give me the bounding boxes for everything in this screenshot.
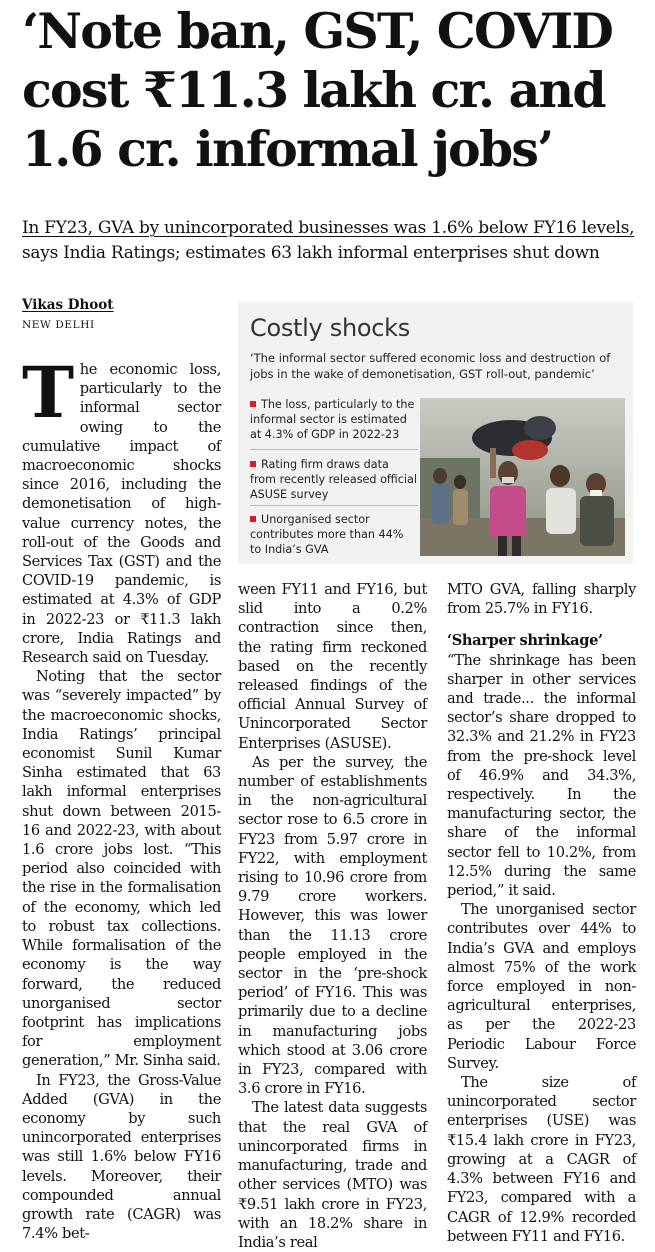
- standfirst-line-1: In FY23, GVA by unincorporated businesses was 1.6% below FY16 levels,: [22, 218, 635, 238]
- headline-line-1: ‘Note ban, GST, COVID: [22, 2, 613, 60]
- bullet-square-icon: [250, 461, 256, 467]
- sidebar-bullet: The loss, particularly to the informal sector is estimated at 4.3% of GDP in 2022-23: [250, 398, 415, 441]
- paragraph: ween FY11 and FY16, but slid into a 0.2% contraction since then, the rating firm reckoned based on the recently released findings of the official Annual Survey of Unincorporated Sector Enterprises (ASUSE).: [238, 581, 427, 752]
- paragraph: Noting that the sector was “severely impacted” by the macroeconomic shocks, India Ratings’ principal economist Sunil Kumar Sinha estimated that 63 lakh informal enterprises shut down between 2015-16 and 2022-23, with about 1.6 crore jobs lost. “This period also coincided with the rise in the formalisation of the economy, which led to robust tax collections. While formalisation of the economy is the way forward, the reduced unorganised sector footprint has implications for employment generation,” Mr. Sinha said.: [22, 668, 221, 1070]
- byline: Vikas Dhoot: [22, 297, 114, 313]
- subheading: ‘Sharper shrinkage’: [447, 632, 603, 650]
- article-column-2: [238, 580, 427, 1252]
- sidebar-bullet: Rating firm draws data from recently released official ASUSE survey: [250, 458, 417, 501]
- headline-line-2: cost ₹11.3 lakh cr. and: [22, 61, 605, 119]
- paragraph: “The shrinkage has been sharper in other services and trade... the informal sector’s share dropped to 32.3% and 21.2% in FY23 from the pre-shock level of 46.9% and 34.3%, respectively. In the manufacturing sector, the share of the informal sector fell to 10.2%, from 12.5% during the same period,” it said.: [447, 651, 636, 900]
- migrant-workers-photo: [420, 398, 625, 556]
- paragraph: The economic loss, particularly to the informal sector owing to the cumulative impact of macroeconomic shocks since 2016, including the demonetisation of high-value currency notes, the roll-out of the Goods and Services Tax (GST) and the COVID-19 pandemic, is estimated at 4.3% of GDP in 2022-23 or ₹11.3 lakh crore, India Ratings and Research said on Tuesday.: [22, 351, 221, 667]
- paragraph: The latest data suggests that the real GVA of unincorporated firms in manufacturing, trade and other services (MTO) was ₹9.51 lakh crore in FY23, with an 18.2% share in India’s real: [238, 1099, 427, 1251]
- sidebar-box: [238, 302, 633, 564]
- headline-line-3: 1.6 cr. informal jobs’: [22, 120, 553, 178]
- paragraph: As per the survey, the number of establishments in the non-agricultural sector rose to 6.5 crore in FY23 from 5.97 crore in FY22, with employment rising to 10.96 crore from 9.79 crore workers. However, this was lower than the 11.13 crore people employed in the sector in the ‘pre-shock period’ of FY16. This was primarily due to a decline in manufacturing jobs which stood at 3.06 crore in FY23, compared with 3.6 crore in FY16.: [238, 753, 427, 1098]
- article-column-1: [22, 351, 221, 1243]
- sidebar-subtitle: ‘The informal sector suffered economic loss and destruction of jobs in the wake of demonetisation, GST roll-out, pandemic’: [250, 351, 611, 381]
- paragraph: MTO GVA, falling sharply from 25.7% in FY16.: [447, 581, 636, 618]
- sidebar-bullet: Unorganised sector contributes more than 44% to India’s GVA: [250, 513, 404, 556]
- sidebar-title: Costly shocks: [250, 314, 410, 342]
- article-column-3: [447, 580, 636, 1246]
- bullet-square-icon: [250, 401, 256, 407]
- standfirst-line-2: says India Ratings; estimates 63 lakh informal enterprises shut down: [22, 243, 600, 263]
- paragraph: The unorganised sector contributes over 44% to India’s GVA and employs almost 75% of the work force employed in non-agricultural enterprises, as per the 2022-23 Periodic Labour Force Survey.: [447, 901, 636, 1072]
- drop-cap: T: [22, 351, 74, 434]
- standfirst: [22, 216, 642, 266]
- headline: [22, 2, 652, 179]
- divider: [250, 449, 418, 450]
- dateline: NEW DELHI: [22, 319, 95, 331]
- divider: [250, 505, 418, 506]
- bullet-square-icon: [250, 516, 256, 522]
- paragraph: The size of unincorporated sector enterprises (USE) was ₹15.4 lakh crore in FY23, growing at a CAGR of 4.3% between FY16 and FY23, compared with a CAGR of 12.9% recorded between FY11 and FY16.: [447, 1074, 636, 1245]
- paragraph: In FY23, the Gross-Value Added (GVA) in the economy by such unincorporated enterprises was still 1.6% below FY16 levels. Moreover, their compounded annual growth rate (CAGR) was 7.4% bet-: [22, 1071, 221, 1243]
